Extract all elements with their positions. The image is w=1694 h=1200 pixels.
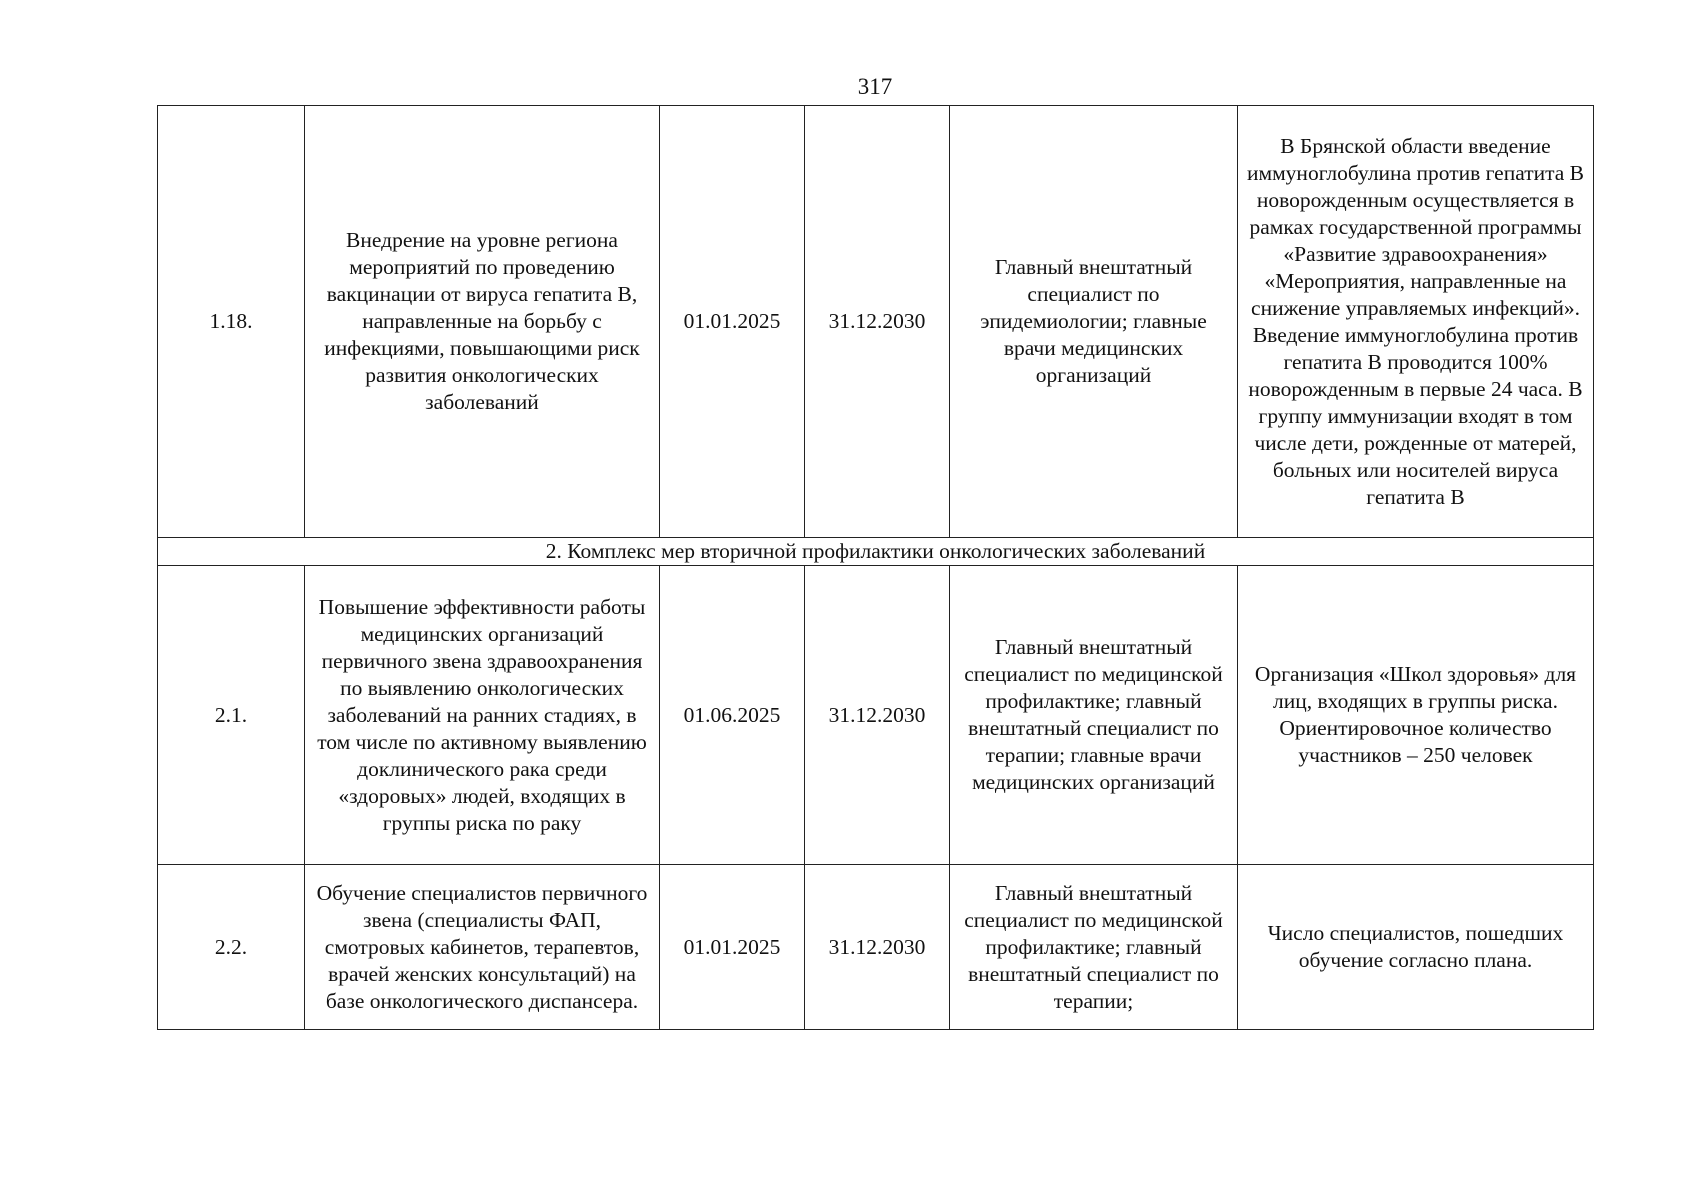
start-date-cell: 01.01.2025 xyxy=(660,106,805,538)
table-row-1-18 xyxy=(158,106,1594,538)
action-cell: Внедрение на уровне региона мероприятий по проведению вакцинации от вируса гепатита В, направленные на борьбу с инфекциями, повышающими риск развития онкологических заболеваний xyxy=(305,106,660,538)
start-date-cell: 01.01.2025 xyxy=(660,865,805,1030)
table-row-2-1 xyxy=(158,566,1594,865)
start-date-cell: 01.06.2025 xyxy=(660,566,805,865)
responsible-cell: Главный внештатный специалист по медицинской профилактике; главный внештатный специалист по терапии; главные врачи медицинских организаций xyxy=(950,566,1238,865)
end-date-cell: 31.12.2030 xyxy=(805,566,950,865)
action-cell: Обучение специалистов первичного звена (специалисты ФАП, смотровых кабинетов, терапевтов, врачей женских консультаций) на базе онкологического диспансера. xyxy=(305,865,660,1030)
section-row xyxy=(158,538,1594,566)
end-date-cell: 31.12.2030 xyxy=(805,865,950,1030)
responsible-cell: Главный внештатный специалист по эпидемиологии; главные врачи медицинских организаций xyxy=(950,106,1238,538)
result-cell: Организация «Школ здоровья» для лиц, входящих в группы риска. Ориентировочное количество участников – 250 человек xyxy=(1238,566,1594,865)
row-number: 1.18. xyxy=(158,106,305,538)
table-row-2-2 xyxy=(158,865,1594,1030)
section-title: 2. Комплекс мер вторичной профилактики онкологических заболеваний xyxy=(158,538,1594,566)
action-cell: Повышение эффективности работы медицинских организаций первичного звена здравоохранения по выявлению онкологических заболеваний на ранних стадиях, в том числе по активному выявлению доклинического рака среди «здоровых» людей, входящих в группы риска по раку xyxy=(305,566,660,865)
row-number: 2.1. xyxy=(158,566,305,865)
end-date-cell: 31.12.2030 xyxy=(805,106,950,538)
result-cell: В Брянской области введение иммуноглобулина против гепатита В новорожденным осуществляется в рамках государственной программы «Развитие здравоохранения» «Мероприятия, направленные на снижение управляемых инфекций». Введение иммуноглобулина против гепатита В проводится 100% новорожденным в первые 24 часа. В группу иммунизации входят в том числе дети, рожденные от матерей, больных или носителей вируса гепатита В xyxy=(1238,106,1594,538)
row-number: 2.2. xyxy=(158,865,305,1030)
result-cell: Число специалистов, пошедших обучение согласно плана. xyxy=(1238,865,1594,1030)
responsible-cell: Главный внештатный специалист по медицинской профилактике; главный внештатный специалист по терапии; xyxy=(950,865,1238,1030)
page-number: 317 xyxy=(857,74,893,99)
measures-table xyxy=(157,105,1594,1030)
